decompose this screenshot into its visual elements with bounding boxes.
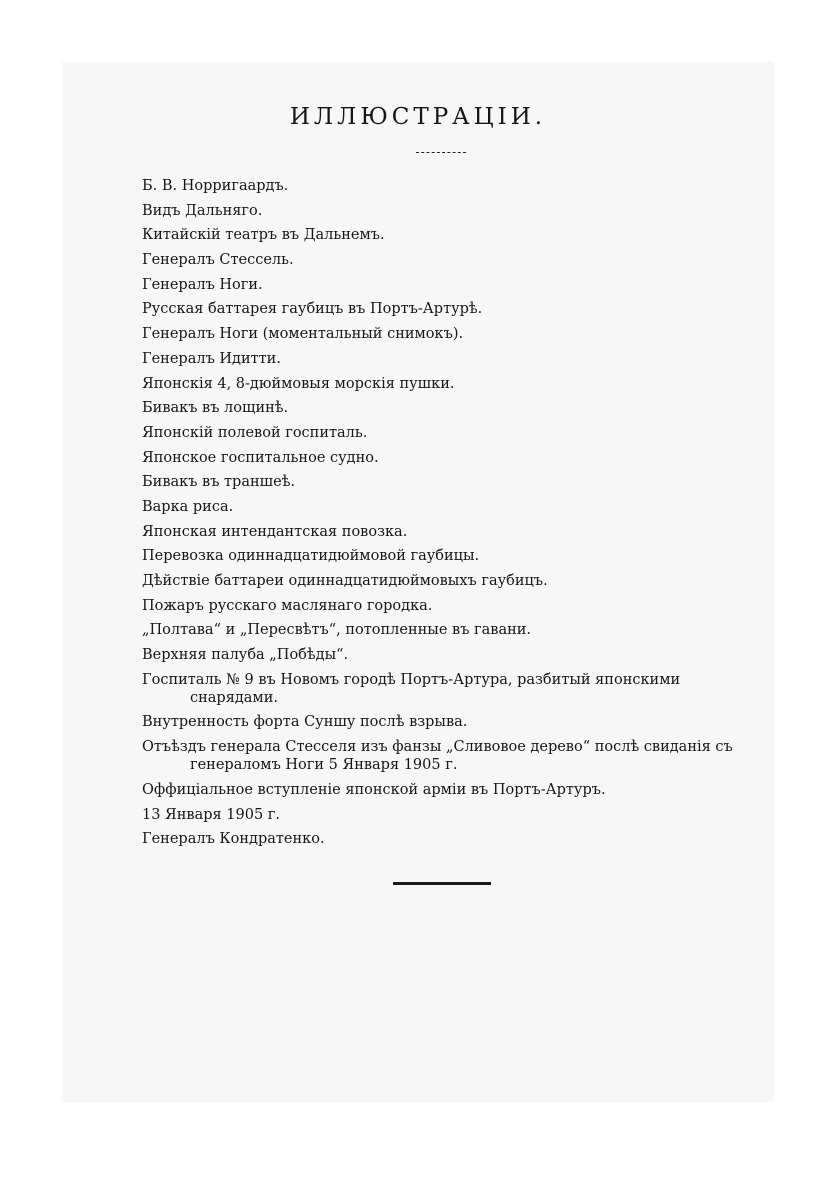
list-item: Генералъ Ноги (моментальный снимокъ). — [142, 326, 464, 343]
list-item: Бивакъ въ лощинѣ. — [142, 400, 289, 417]
page-title: ИЛЛЮСТРАЦІИ. — [289, 104, 547, 130]
list-item: Внутренность форта Суншу послѣ взрыва. — [142, 714, 468, 731]
list-item: Варка риса. — [142, 498, 234, 515]
list-item: Перевозка одиннадцатидюймовой гаубицы. — [142, 548, 480, 565]
list-item: Генералъ Ноги. — [142, 276, 263, 293]
list-item: Б. В. Норригаардъ. — [142, 178, 289, 194]
list-item: Видъ Дальняго. — [142, 202, 263, 219]
list-item: Генералъ Кондратенко. — [142, 831, 325, 848]
list-item: Оффиціальное вступленіе японской арміи въ Портъ-Артуръ. — [142, 781, 606, 798]
list-item: Отъѣздъ генерала Стесселя изъ фанзы „Сливовое дерево“ послѣ свиданія съ генераломъ Ноги 5 Января 1905 г. — [142, 739, 733, 774]
list-item: Японская интендантская повозка. — [142, 523, 408, 540]
list-item: Госпиталь № 9 въ Новомъ городѣ Портъ-Артура, разбитый японскими снарядами. — [142, 671, 681, 706]
list-item: 13 Января 1905 г. — [142, 806, 280, 823]
list-item: Бивакъ въ траншеѣ. — [142, 474, 296, 491]
list-item: Генералъ Идитти. — [142, 350, 281, 367]
list-item: Японскія 4, 8-дюймовыя морскія пушки. — [142, 375, 455, 392]
list-item: Русская баттарея гаубицъ въ Портъ-Артурѣ. — [142, 301, 483, 318]
list-item: Китайскій театръ въ Дальнемъ. — [142, 227, 385, 244]
illustrations-list — [142, 177, 754, 855]
book-page — [62, 62, 774, 1102]
title-divider — [416, 152, 466, 153]
closing-rule — [393, 882, 491, 885]
list-item: Японское госпитальное судно. — [142, 449, 379, 466]
list-item: Японскій полевой госпиталь. — [142, 424, 368, 441]
list-item: Пожаръ русскаго маслянаго городка. — [142, 597, 433, 614]
list-item: Дѣйствіе баттареи одиннадцатидюймовыхъ гаубицъ. — [142, 573, 548, 589]
list-item: „Полтава“ и „Пересвѣтъ“, потопленные въ гавани. — [142, 622, 532, 639]
list-item: Верхняя палуба „Побѣды“. — [142, 647, 349, 664]
list-item: Генералъ Стессель. — [142, 252, 294, 269]
